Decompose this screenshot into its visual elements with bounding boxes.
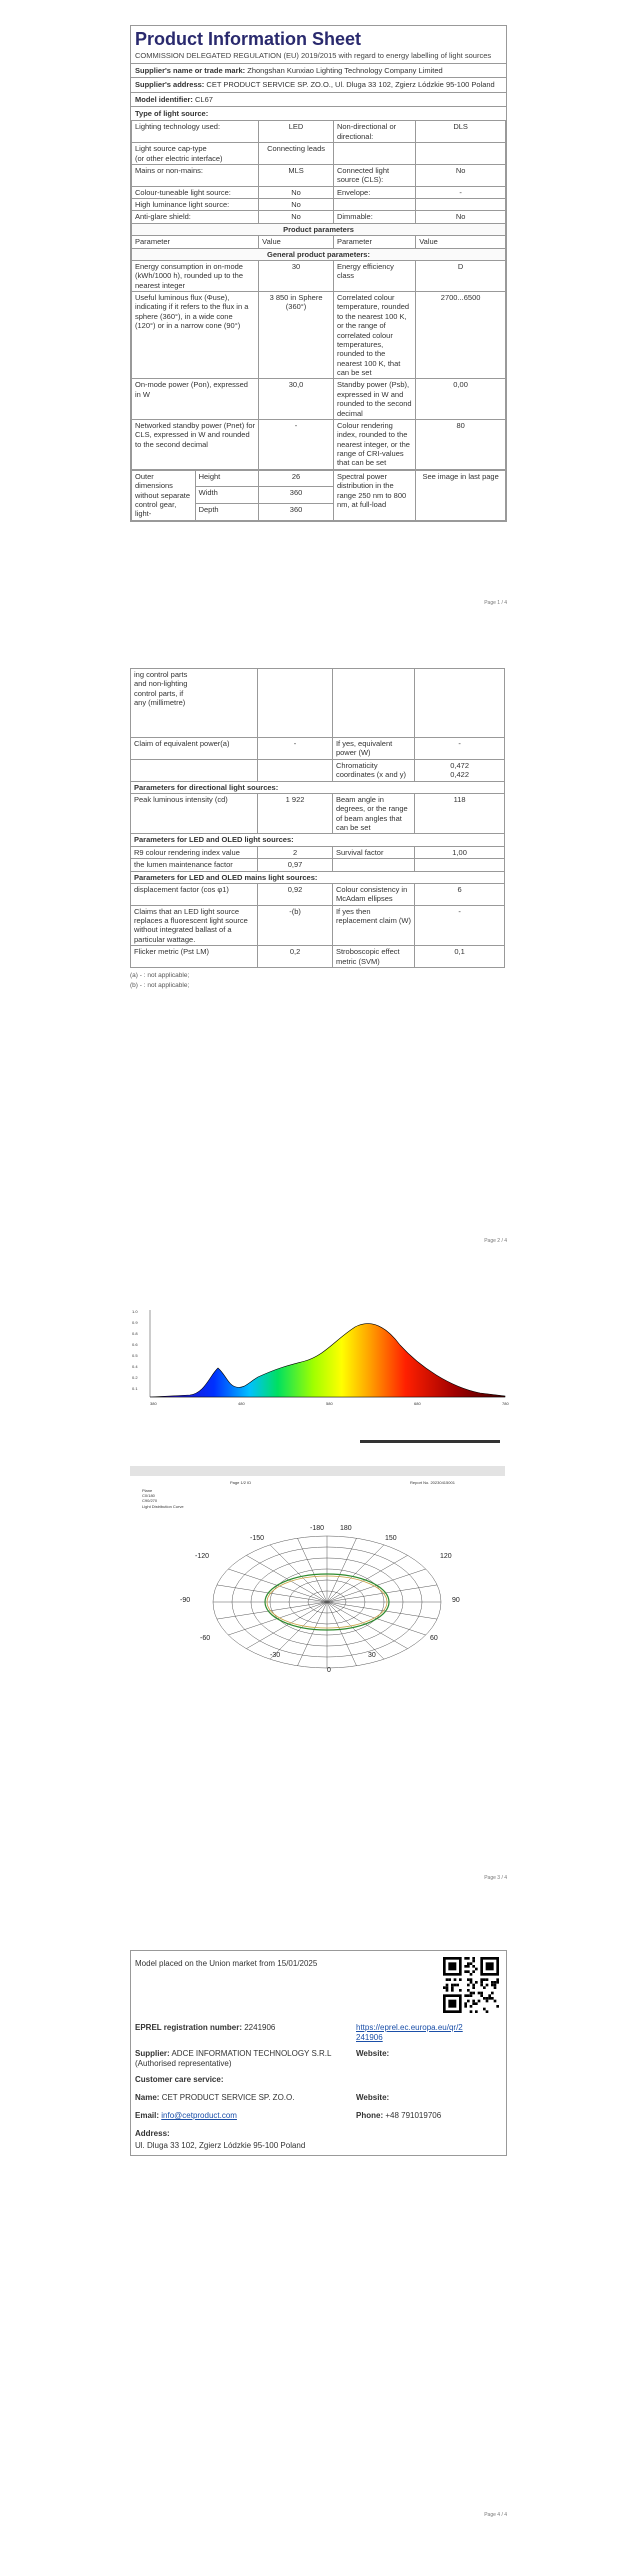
- table-cell: No: [259, 199, 334, 211]
- table-cell: Dimmable:: [333, 211, 415, 223]
- table-cell: Claim of equivalent power(a): [131, 738, 258, 760]
- table-cell: 3 850 in Sphere (360°): [259, 292, 334, 379]
- spectrum-curve: [150, 1324, 505, 1397]
- polar-angle-label: 150: [385, 1535, 397, 1542]
- table-cell: Anti-glare shield:: [132, 211, 259, 223]
- spectral-value: See image in last page: [416, 470, 506, 520]
- table-cell: -: [259, 419, 334, 469]
- table-cell: displacement factor (cos φ1): [131, 883, 258, 905]
- table-row: [131, 859, 505, 871]
- table-cell: 1,00: [415, 846, 505, 858]
- table-row: [132, 143, 506, 165]
- table-cell: Connected light source (CLS):: [333, 164, 415, 186]
- table-cell: [258, 759, 333, 781]
- email-label: Email:: [135, 2111, 160, 2120]
- table-cell: Survival factor: [332, 846, 414, 858]
- table-cell: 0,97: [258, 859, 333, 871]
- table-cell: Flicker metric (Pst LM): [131, 946, 258, 968]
- table-cell: 0,00: [416, 379, 506, 420]
- spectrum-y-tick: 0.4: [132, 1364, 138, 1369]
- table-cell: On-mode power (Pon), expressed in W: [132, 379, 259, 420]
- table-cell: Connecting leads: [259, 143, 334, 165]
- table-row: [131, 759, 505, 781]
- phone-value: +48 791019706: [385, 2111, 442, 2120]
- led-heading: Parameters for LED and OLED light sources:: [131, 834, 505, 846]
- supplier-value: ADCE INFORMATION TECHNOLOGY S.R.L (Authorised representative): [135, 2049, 332, 2068]
- product-params-heading: Product parameters: [132, 223, 506, 235]
- table-row: [131, 905, 505, 946]
- spectrum-y-tick: 0.1: [132, 1386, 138, 1391]
- spectrum-y-tick: 0.2: [132, 1375, 138, 1380]
- polar-legend-item: C0/180: [142, 1493, 155, 1499]
- param-header: Parameter: [132, 236, 259, 248]
- dimensions-table: [131, 470, 506, 521]
- placed-on-market: Model placed on the Union market from 15/01/2025: [135, 1959, 318, 1968]
- table-cell: the lumen maintenance factor: [131, 859, 258, 871]
- table-cell: Useful luminous flux (Φuse), indicating if it refers to the flux in a sphere (360°), in a wide cone (120°) or in a narrow cone (90°): [132, 292, 259, 379]
- page-number: Page 2 / 4: [484, 1238, 507, 1244]
- table-cell: No: [259, 211, 334, 223]
- dim-value: 360: [259, 487, 334, 504]
- polar-legend-item: Plane: [142, 1488, 153, 1493]
- eprel-link[interactable]: https://eprel.ec.europa.eu/qr/2241906: [356, 2023, 463, 2042]
- table-cell: Claims that an LED light source replaces a fluorescent light source without integrated ballast of a particular wattage.: [131, 905, 258, 946]
- page-number: Page 4 / 4: [484, 2512, 507, 2518]
- page-number: Page 1 / 4: [484, 600, 507, 606]
- table-row: [131, 883, 505, 905]
- table-cell: Chromaticity coordinates (x and y): [332, 759, 414, 781]
- table-row: [132, 292, 506, 379]
- table-cell: If yes, equivalent power (W): [332, 738, 414, 760]
- dim-name: Depth: [195, 504, 259, 521]
- page2-table: [130, 668, 505, 968]
- table-cell: Colour consistency in McAdam ellipses: [332, 883, 414, 905]
- polar-diagram: [130, 1480, 505, 1680]
- table-cell: Energy consumption in on-mode (kWh/1000 h), rounded up to the nearest integer: [132, 260, 259, 291]
- separator-bar: [130, 1466, 505, 1476]
- table-cell: Stroboscopic effect metric (SVM): [332, 946, 414, 968]
- table-cell: High luminance light source:: [132, 199, 259, 211]
- polar-angle-label: -120: [195, 1553, 210, 1560]
- dimensions-cont: ing control parts and non-lighting control parts, if any (millimetre): [134, 670, 188, 708]
- eprel-value: 2241906: [244, 2023, 276, 2032]
- table-cell: [333, 143, 415, 165]
- table-cell: Correlated colour temperature, rounded to the nearest 100 K, or the range of correlated colour temperatures, rounded to the nearest 100 K, that can be set: [333, 292, 415, 379]
- table-row: [131, 738, 505, 760]
- polar-angle-label: 30: [368, 1652, 376, 1659]
- polar-angle-label: 0: [327, 1667, 331, 1674]
- spectrum-x-tick: 680: [414, 1401, 421, 1406]
- name-value: CET PRODUCT SERVICE SP. ZO.O.: [161, 2093, 295, 2102]
- supplier-address-row: [131, 77, 506, 91]
- param-header: Parameter: [333, 236, 415, 248]
- table-row: [132, 199, 506, 211]
- table-cell: 30,0: [259, 379, 334, 420]
- dim-value: 360: [259, 504, 334, 521]
- table-cell: -(b): [258, 905, 333, 946]
- polar-angle-label: -150: [250, 1535, 265, 1542]
- table-cell: No: [416, 211, 506, 223]
- table-cell: [416, 199, 506, 211]
- table-row: [131, 946, 505, 968]
- spectrum-x-tick: 480: [238, 1401, 245, 1406]
- polar-angle-label: 120: [440, 1553, 452, 1560]
- table-row: [132, 121, 506, 143]
- spectrum-y-tick: 0.6: [132, 1342, 138, 1347]
- customer-care-label: Customer care service:: [135, 2075, 224, 2084]
- spectrum-y-tick: 1.0: [132, 1309, 138, 1314]
- table-cell: Colour-tuneable light source:: [132, 186, 259, 198]
- table-cell: Envelope:: [333, 186, 415, 198]
- model-row: [131, 92, 506, 106]
- table-row: [132, 419, 506, 469]
- table-cell: If yes then replacement claim (W): [332, 905, 414, 946]
- website2-label: Website:: [356, 2093, 390, 2102]
- model-value: CL67: [195, 94, 213, 104]
- table-cell: No: [416, 164, 506, 186]
- spectrum-x-tick: 780: [502, 1401, 509, 1406]
- dim-name: Height: [195, 470, 259, 487]
- spectrum-image: [130, 1305, 509, 1455]
- dim-name: Width: [195, 487, 259, 504]
- mains-heading: Parameters for LED and OLED mains light sources:: [131, 871, 505, 883]
- qr-code: [443, 1957, 499, 2013]
- table-cell: -: [416, 186, 506, 198]
- polar-legend-item: Light Distribution Curve: [142, 1503, 184, 1509]
- polar-angle-label: -60: [200, 1635, 211, 1642]
- table-cell: MLS: [259, 164, 334, 186]
- dim-value: 26: [259, 470, 334, 487]
- polar-angle-label: -30: [270, 1652, 281, 1659]
- polar-angle-label: -180: [310, 1525, 325, 1532]
- footnote: (a) - : not applicable;: [130, 971, 190, 979]
- supplier-name-label: Supplier's name or trade mark:: [135, 65, 246, 75]
- spectrum-x-axis: [150, 1401, 509, 1406]
- table-cell: No: [259, 186, 334, 198]
- supplier-name-value: Zhongshan Kunxiao Lighting Technology Company Limited: [247, 65, 443, 75]
- name-label: Name:: [135, 2093, 160, 2102]
- spectral-label: Spectral power distribution in the range 250 nm to 800 nm, at full-load: [333, 470, 415, 520]
- polar-angle-label: 180: [340, 1525, 352, 1532]
- address-label: Address:: [135, 2129, 170, 2138]
- table-cell: -: [258, 738, 333, 760]
- supplier-label: Supplier:: [135, 2049, 170, 2058]
- table-cell: [416, 143, 506, 165]
- table-cell: Light source cap-type (or other electric interface): [132, 143, 259, 165]
- table-cell: [333, 199, 415, 211]
- eprel-label: EPREL registration number:: [135, 2023, 242, 2032]
- table-cell: Energy efficiency class: [333, 260, 415, 291]
- page-1-sheet: [130, 25, 507, 522]
- website-label: Website:: [356, 2049, 390, 2058]
- table-row: [132, 186, 506, 198]
- table-cell: 0,2: [258, 946, 333, 968]
- table-cell: -: [415, 738, 505, 760]
- table-row: [132, 164, 506, 186]
- directional-heading: Parameters for directional light sources:: [131, 781, 505, 793]
- param-header: Value: [259, 236, 334, 248]
- spectrum-y-tick: 0.8: [132, 1331, 138, 1336]
- polar-angle-label: 90: [452, 1597, 460, 1604]
- polar-legend-item: C90/270: [142, 1498, 158, 1504]
- table-cell: [131, 759, 258, 781]
- supplier-name-row: [131, 63, 506, 77]
- table-cell: Beam angle in degrees, or the range of beam angles that can be set: [332, 793, 414, 834]
- table-cell: 0,472 0,422: [415, 759, 505, 781]
- polar-angle-label: -90: [180, 1597, 191, 1604]
- table-cell: Peak luminous intensity (cd): [131, 793, 258, 834]
- table-cell: Colour rendering index, rounded to the nearest integer, or the range of CRI-values that can be set: [333, 419, 415, 469]
- table-cell: 2: [258, 846, 333, 858]
- general-params-heading: General product parameters:: [132, 248, 506, 260]
- regulation-subtitle: COMMISSION DELEGATED REGULATION (EU) 2019/2015 with regard to energy labelling of light sources: [135, 50, 492, 60]
- table-cell: Networked standby power (Pnet) for CLS, expressed in W and rounded to the second decimal: [132, 419, 259, 469]
- table-cell: R9 colour rendering index value: [131, 846, 258, 858]
- table-row: [131, 793, 505, 834]
- table-cell: 0,1: [415, 946, 505, 968]
- supplier-address-label: Supplier's address:: [135, 80, 205, 90]
- table-cell: D: [416, 260, 506, 291]
- spectrum-x-tick: 580: [326, 1401, 333, 1406]
- table-row: [132, 211, 506, 223]
- spectrum-y-tick: 0.5: [132, 1353, 138, 1358]
- page-4-sheet: [130, 1950, 507, 2156]
- email-link[interactable]: info@cetproduct.com: [161, 2111, 237, 2120]
- table-cell: LED: [259, 121, 334, 143]
- table-cell: 30: [259, 260, 334, 291]
- model-label: Model identifier:: [135, 94, 193, 104]
- polar-header-right: Report No. 20230415001: [410, 1480, 455, 1485]
- table-cell: 6: [415, 883, 505, 905]
- table-cell: 2700...6500: [416, 292, 506, 379]
- table-cell: Mains or non-mains:: [132, 164, 259, 186]
- polar-header-left: Page 1/2 ID: [230, 1480, 252, 1485]
- table-cell: 1 922: [258, 793, 333, 834]
- table-cell: 0,92: [258, 883, 333, 905]
- table-cell: Non-directional or directional:: [333, 121, 415, 143]
- table-cell: -: [415, 905, 505, 946]
- spectrum-x-tick: 380: [150, 1401, 157, 1406]
- type-table: [131, 120, 506, 469]
- footnote: (b) - : not applicable;: [130, 981, 190, 989]
- page-2-sheet: [130, 668, 505, 990]
- type-label: Type of light source:: [131, 106, 506, 120]
- table-cell: Lighting technology used:: [132, 121, 259, 143]
- spectrum-y-axis: [132, 1309, 138, 1391]
- table-cell: DLS: [416, 121, 506, 143]
- spectrum-caption-text: [360, 1440, 500, 1443]
- table-cell: 118: [415, 793, 505, 834]
- table-cell: [415, 859, 505, 871]
- footnotes: [130, 971, 505, 991]
- polar-angle-label: 60: [430, 1635, 438, 1642]
- dimensions-label: Outer dimensions without separate control gear, light-: [132, 470, 196, 520]
- spectrum-y-tick: 0.9: [132, 1320, 138, 1325]
- address-value: Ul. Dluga 33 102, Zgierz Lódzkie 95-100 Poland: [135, 2141, 306, 2150]
- table-row: [132, 379, 506, 420]
- table-cell: Standby power (Psb), expressed in W and rounded to the second decimal: [333, 379, 415, 420]
- param-header: Value: [416, 236, 506, 248]
- param-header-row: [132, 236, 506, 248]
- table-row: [132, 260, 506, 291]
- page-title: Product Information Sheet: [135, 29, 362, 49]
- page-number: Page 3 / 4: [484, 1875, 507, 1881]
- phone-label: Phone:: [356, 2111, 384, 2120]
- table-cell: 80: [416, 419, 506, 469]
- table-cell: [332, 859, 414, 871]
- table-row: [131, 846, 505, 858]
- supplier-address-value: CET PRODUCT SERVICE SP. ZO.O., Ul. Dluga 33 102, Zgierz Lódzkie 95-100 Poland: [206, 80, 495, 90]
